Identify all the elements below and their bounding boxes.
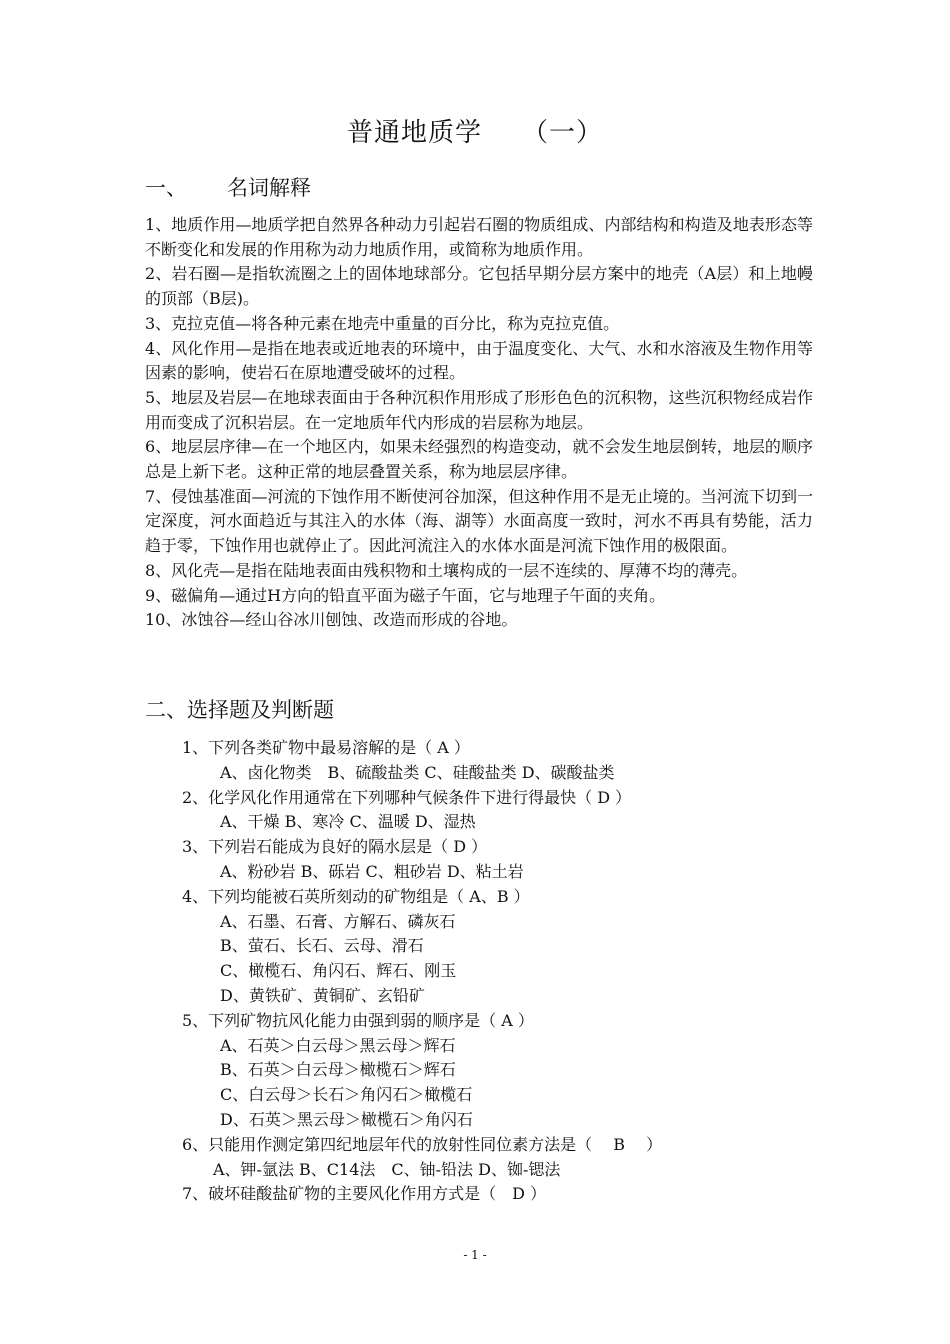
title-main: 普通地质学 [346,118,482,148]
question-6-options: A、钾-氩法 B、C14法 C、铀-铅法 D、铷-锶法 [213,1159,561,1179]
section-1-number: 一、 [145,176,187,200]
question-4-option-b: B、萤石、长石、云母、滑石 [220,936,424,956]
page-number: - 1 - [463,1248,487,1262]
question-1-options: A、卤化物类 B、硫酸盐类 C、硅酸盐类 D、碳酸盐类 [220,762,615,782]
section-heading-2: 二、选择题及判断题 [145,698,334,722]
question-1: 1、下列各类矿物中最易溶解的是（ A ） [182,738,470,757]
definition-item: 1、地质作用—地质学把自然界各种动力引起岩石圈的物质组成、内部结构和构造及地表形态等不断变化和发展的作用称为动力地质作用，或简称为地质作用。 [145,215,813,259]
definition-item: 8、风化壳—是指在陆地表面由残积物和土壤构成的一层不连续的、厚薄不均的薄壳。 [145,560,748,580]
question-6: 6、只能用作测定第四纪地层年代的放射性同位素方法是（ B ） [182,1134,663,1154]
question-4-option-a: A、石墨、石膏、方解石、磷灰石 [220,911,456,931]
definition-item: 7、侵蚀基准面—河流的下蚀作用不断使河谷加深，但这种作用不是无止境的。当河流下切到一定深度，河水面趋近与其注入的水体（海、湖等）水面高度一致时，河水不再具有势能，活力趋于零，下蚀作用也就停止了。因此河流注入的水体水面是河流下蚀作用的极限面。 [145,486,813,556]
question-5: 5、下列矿物抗风化能力由强到弱的顺序是（ A ） [182,1010,534,1030]
definitions-list [145,213,813,633]
question-2: 2、化学风化作用通常在下列哪种气候条件下进行得最快（ D ） [182,787,632,807]
question-7: 7、破坏硅酸盐矿物的主要风化作用方式是（ D ） [182,1184,547,1204]
title-sub: （一） [522,118,604,148]
question-4-option-d: D、黄铁矿、黄铜矿、玄铅矿 [220,985,425,1005]
question-4: 4、下列均能被石英所刻动的矿物组是（ A、B ） [182,886,530,906]
section-1-label: 名词解释 [227,176,311,200]
definition-item: 5、地层及岩层—在地球表面由于各种沉积作用形成了形形色色的沉积物，这些沉积物经成岩作用而变成了沉积岩层。在一定地质年代内形成的岩层称为地层。 [145,387,813,432]
question-2-options: A、干燥 B、寒冷 C、温暖 D、湿热 [220,812,476,832]
question-5-option-d: D、石英＞黑云母＞橄榄石＞角闪石 [220,1109,473,1129]
question-4-option-c: C、橄榄石、角闪石、辉石、刚玉 [220,961,457,981]
question-5-option-a: A、石英＞白云母＞黑云母＞辉石 [220,1035,456,1055]
definition-item: 2、岩石圈—是指软流圈之上的固体地球部分。它包括早期分层方案中的地壳（A层）和上地幔的顶部（B层)。 [145,264,813,309]
questions-list [0,736,950,1207]
definition-item: 3、克拉克值—将各种元素在地壳中重量的百分比，称为克拉克值。 [145,313,620,333]
question-5-option-b: B、石英＞白云母＞橄榄石＞辉石 [220,1060,456,1080]
question-3-options: A、粉砂岩 B、砾岩 C、粗砂岩 D、粘土岩 [220,861,524,881]
definition-item: 6、地层层序律—在一个地区内，如果未经强烈的构造变动，就不会发生地层倒转，地层的顺序总是上新下老。这种正常的地层叠置关系，称为地层层序律。 [145,437,813,482]
definition-item: 4、风化作用—是指在地表或近地表的环境中，由于温度变化、大气、水和水溶液及生物作用等因素的影响，使岩石在原地遭受破坏的过程。 [145,338,813,383]
page-title [0,112,950,149]
section-heading-1 [145,172,311,202]
definition-item: 10、冰蚀谷—经山谷冰川刨蚀、改造而形成的谷地。 [145,610,518,630]
definition-item: 9、磁偏角—通过H方向的铅直平面为磁子午面，它与地理子午面的夹角。 [145,585,666,605]
question-5-option-c: C、白云母＞长石＞角闪石＞橄榄石 [220,1085,473,1105]
question-3: 3、下列岩石能成为良好的隔水层是（ D ） [182,837,488,857]
